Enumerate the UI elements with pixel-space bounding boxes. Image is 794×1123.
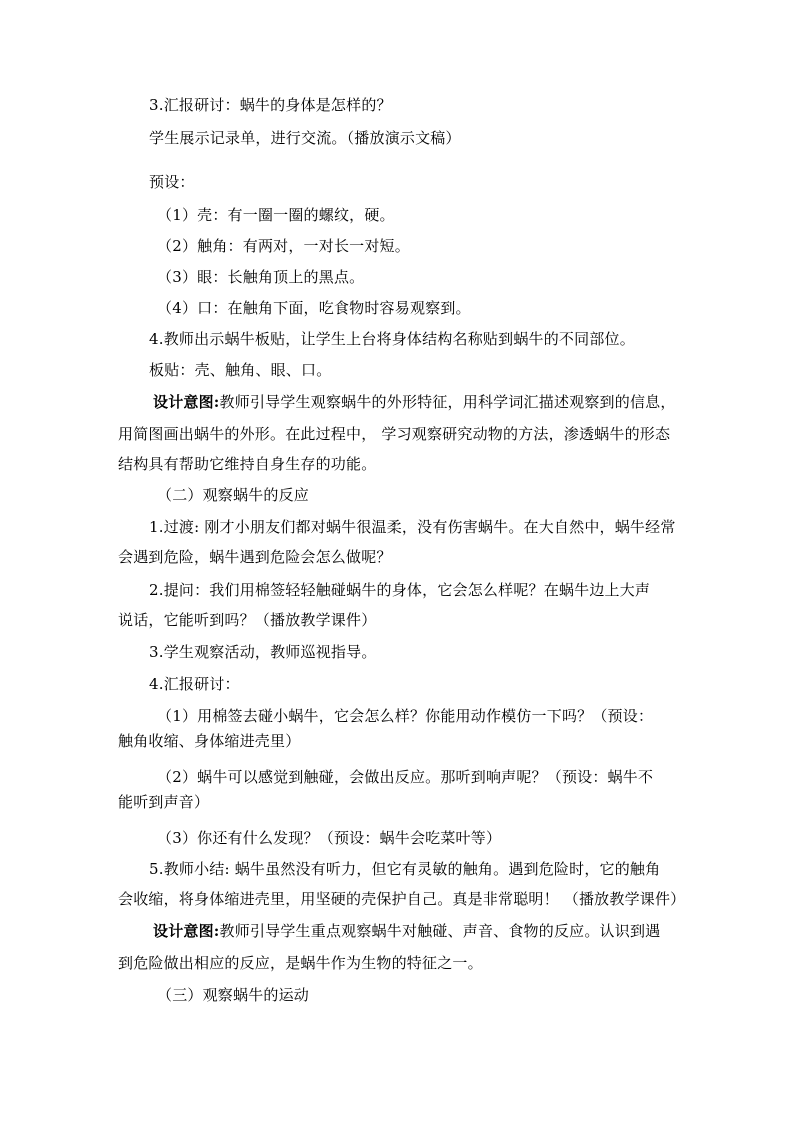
section-heading: （三）观察蜗牛的运动 (157, 986, 310, 1004)
list-item: （2）触角：有两对，一对长一对短。 (157, 237, 410, 255)
paragraph-line: 2.提问：我们用棉签轻轻触碰蜗牛的身体，它会怎么样呢？在蜗牛边上大声 (149, 581, 651, 599)
paragraph-line: 能听到声音） (118, 793, 210, 811)
paragraph-line: 4.教师出示蜗牛板贴，让学生上台将身体结构名称贴到蜗牛的不同部位。 (149, 330, 635, 348)
list-item: （3）你还有什么发现？（预设：蜗牛会吃菜叶等） (157, 829, 502, 847)
paragraph-line: 会收缩，将身体缩进壳里，用坚硬的壳保护自己。真是非常聪明！ （播放教学课件） (118, 890, 686, 908)
paragraph-text: 教师引导学生重点观察蜗牛对触碰、声音、食物的反应。认识到遇 (219, 922, 661, 940)
paragraph-text: 教师引导学生观察蜗牛的外形特征，用科学词汇描述观察到的信息， (219, 393, 676, 411)
paragraph-line: 3.学生观察活动，教师巡视指导。 (149, 643, 377, 661)
list-item: （3）眼：长触角顶上的黑点。 (157, 268, 365, 286)
design-intent-label: 设计意图: (153, 393, 220, 411)
paragraph-line: 学生展示记录单，进行交流。（播放演示文稿） (149, 129, 461, 147)
list-item: （4）口：在触角下面，吃食物时容易观察到。 (157, 299, 471, 317)
paragraph-line: 会遇到危险，蜗牛遇到危险会怎么做呢？ (118, 548, 392, 566)
section-heading: （二）观察蜗牛的反应 (157, 486, 310, 504)
paragraph-line: 板贴：壳、触角、眼、口。 (149, 361, 332, 379)
paragraph-line: 结构具有帮助它维持自身生存的功能。 (118, 455, 377, 473)
paragraph-line: 触角收缩、身体缩进壳里） (118, 732, 301, 750)
paragraph-line: 用简图画出蜗牛的外形。在此过程中， 学习观察研究动物的方法，渗透蜗牛的形态 (118, 425, 671, 443)
design-intent-line (153, 392, 676, 412)
paragraph-line: 到危险做出相应的反应，是蜗牛作为生物的特征之一。 (118, 954, 483, 972)
paragraph-line: 1.过渡: 刚才小朋友们都对蜗牛很温柔，没有伤害蜗牛。在大自然中，蜗牛经常 (149, 518, 676, 536)
paragraph-line: 5.教师小结: 蜗牛虽然没有听力，但它有灵敏的触角。遇到危险时，它的触角 (149, 860, 661, 878)
paragraph-line: 预设： (149, 173, 195, 191)
design-intent-label: 设计意图: (153, 922, 220, 940)
design-intent-line (153, 921, 660, 941)
list-item: （1）壳：有一圈一圈的螺纹，硬。 (157, 206, 395, 224)
paragraph-line: 说话，它能听到吗？（播放教学课件） (118, 611, 377, 629)
list-item: （2）蜗牛可以感觉到触碰，会做出反应。那听到响声呢？（预设：蜗牛不 (157, 768, 654, 786)
list-item: （1）用棉签去碰小蜗牛，它会怎么样？你能用动作模仿一下吗？（预设： (157, 707, 654, 725)
heading-report-body: 3.汇报研讨：蜗牛的身体是怎样的？ (149, 96, 392, 114)
paragraph-line: 4.汇报研讨： (149, 675, 240, 693)
